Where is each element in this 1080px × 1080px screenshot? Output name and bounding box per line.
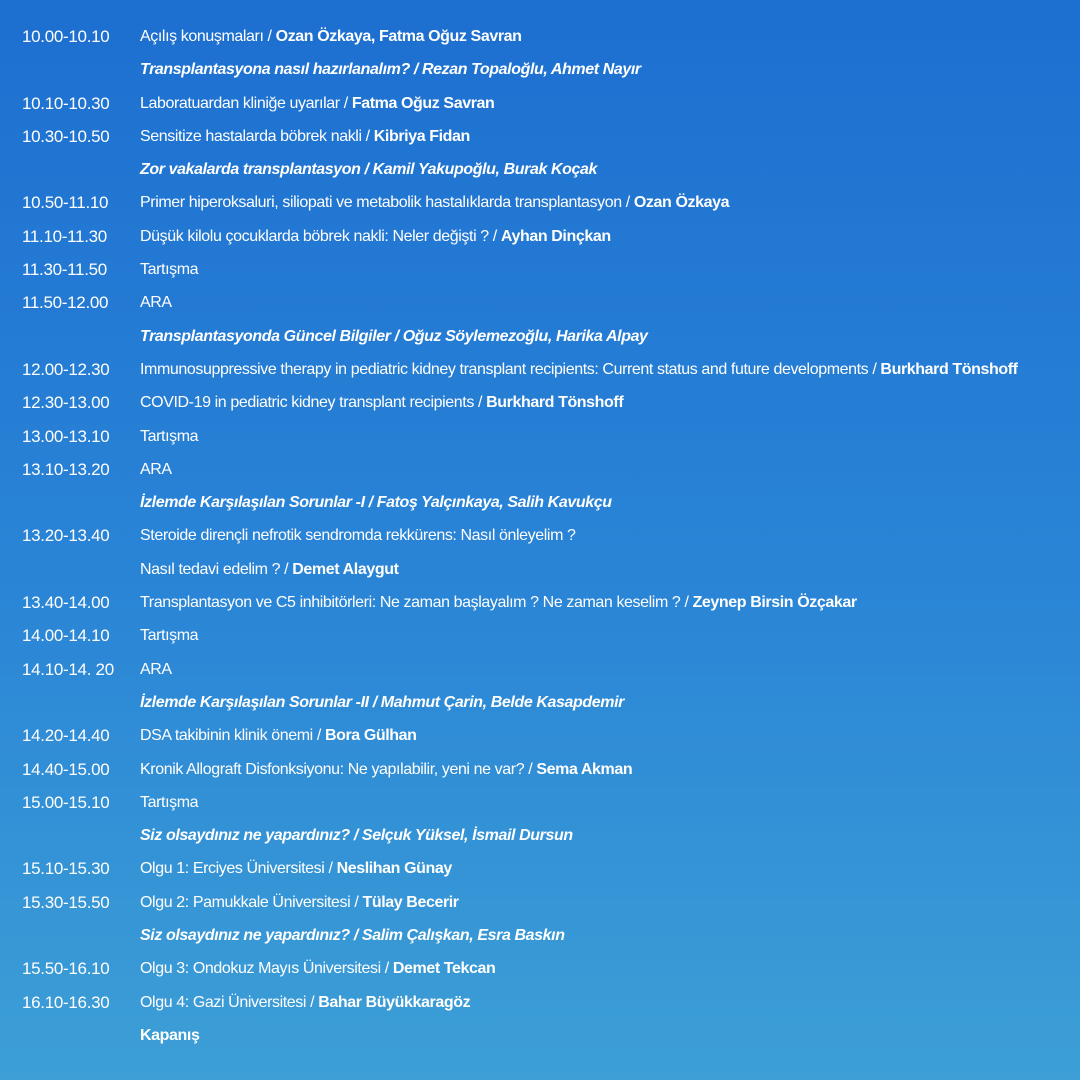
time-slot: 15.30-15.50 — [22, 892, 110, 912]
talk-description — [140, 353, 1018, 386]
program-schedule — [0, 20, 1080, 1052]
speaker-name: Neslihan Günay — [336, 860, 452, 878]
speaker-name: Zeynep Birsin Özçakar — [692, 594, 857, 612]
time-slot: 15.50-16.10 — [22, 959, 110, 979]
talk-title: Olgu 2: Pamukkale Üniversitesi / — [140, 893, 363, 911]
talk-title: Steroide dirençli nefrotik sendromda rekkürens: Nasıl önleyelim ? — [140, 527, 576, 545]
talk-title: Olgu 4: Gazi Üniversitesi / — [140, 993, 319, 1011]
speaker-name: Demet Tekcan — [392, 960, 496, 978]
talk-title: Düşük kilolu çocuklarda böbrek nakli: Neler değişti ? / — [140, 227, 501, 245]
schedule-row — [0, 786, 1080, 819]
schedule-row — [0, 852, 1080, 885]
talk-description — [140, 253, 198, 286]
talk-description — [140, 719, 417, 752]
talk-title: COVID-19 in pediatric kidney transplant recipients / — [140, 394, 487, 412]
time-slot: 11.30-11.50 — [22, 260, 107, 280]
talk-description — [140, 553, 399, 586]
talk-description — [140, 20, 522, 53]
talk-title: Tartışma — [140, 627, 199, 645]
time-slot: 13.20-13.40 — [22, 526, 110, 546]
time-slot: 10.30-10.50 — [22, 126, 110, 146]
schedule-row — [0, 87, 1080, 120]
session-title — [140, 919, 565, 952]
talk-description — [140, 753, 632, 786]
session-moderators: Siz olsaydınız ne yapardınız? / Selçuk Yüksel, İsmail Dursun — [140, 827, 573, 845]
schedule-row — [0, 886, 1080, 919]
time-slot: 16.10-16.30 — [22, 992, 110, 1012]
speaker-name: Ayhan Dinçkan — [500, 227, 611, 245]
schedule-row — [0, 453, 1080, 486]
schedule-row — [0, 553, 1080, 586]
schedule-row — [0, 653, 1080, 686]
speaker-name: Bahar Büyükkaragöz — [318, 993, 471, 1011]
time-slot: 14.10-14. 20 — [22, 659, 114, 679]
session-heading-row — [0, 686, 1080, 719]
speaker-name: Demet Alaygut — [292, 560, 399, 578]
talk-description — [140, 653, 172, 686]
time-slot: 12.00-12.30 — [22, 359, 110, 379]
talk-description — [140, 120, 470, 153]
talk-description — [140, 1019, 199, 1052]
schedule-row — [0, 753, 1080, 786]
time-slot: 15.10-15.30 — [22, 859, 110, 879]
talk-title: Olgu 3: Ondokuz Mayıs Üniversitesi / — [140, 960, 393, 978]
schedule-row — [0, 986, 1080, 1019]
session-moderators: İzlemde Karşılaşılan Sorunlar -II / Mahmut Çarin, Belde Kasapdemir — [140, 693, 624, 711]
talk-title: ARA — [140, 460, 172, 478]
speaker-name: Burkhard Tönshoff — [486, 394, 624, 412]
speaker-name: Tülay Becerir — [362, 893, 459, 911]
talk-title: Immunosuppressive therapy in pediatric kidney transplant recipients: Current status and future developments / — [140, 360, 881, 378]
time-slot: 14.00-14.10 — [22, 626, 110, 646]
time-slot: 13.10-13.20 — [22, 459, 110, 479]
schedule-row — [0, 952, 1080, 985]
talk-description — [140, 453, 172, 486]
session-title — [140, 320, 648, 353]
session-heading-row — [0, 320, 1080, 353]
schedule-row — [0, 619, 1080, 652]
session-moderators: Siz olsaydınız ne yapardınız? / Salim Çalışkan, Esra Baskın — [140, 927, 565, 945]
talk-description — [140, 519, 576, 552]
talk-title: Nasıl tedavi edelim ? / — [140, 560, 293, 578]
speaker-name: Ozan Özkaya, Fatma Oğuz Savran — [275, 28, 522, 45]
talk-description — [140, 87, 494, 120]
session-title — [140, 486, 612, 519]
speaker-name: Kibriya Fidan — [373, 127, 470, 145]
talk-description — [140, 220, 611, 253]
talk-title: Tartışma — [140, 427, 199, 445]
time-slot: 15.00-15.10 — [22, 792, 110, 812]
schedule-row — [0, 253, 1080, 286]
schedule-row — [0, 120, 1080, 153]
time-slot: 11.50-12.00 — [22, 293, 109, 313]
talk-description — [140, 420, 198, 453]
speaker-name: Kapanış — [140, 1026, 200, 1044]
session-title — [140, 153, 597, 186]
talk-description — [140, 586, 857, 619]
schedule-row — [0, 20, 1080, 53]
session-title — [140, 686, 624, 719]
speaker-name: Sema Akman — [536, 760, 633, 778]
session-heading-row — [0, 919, 1080, 952]
schedule-row — [0, 719, 1080, 752]
schedule-row — [0, 386, 1080, 419]
time-slot: 13.00-13.10 — [22, 426, 110, 446]
session-title — [140, 53, 641, 86]
time-slot: 11.10-11.30 — [22, 226, 107, 246]
talk-description — [140, 386, 623, 419]
session-moderators: İzlemde Karşılaşılan Sorunlar -I / Fatoş Yalçınkaya, Salih Kavukçu — [140, 494, 612, 512]
talk-title: ARA — [140, 294, 172, 312]
talk-description — [140, 619, 198, 652]
session-moderators: Transplantasyona nasıl hazırlanalım? / Rezan Topaloğlu, Ahmet Nayır — [140, 61, 641, 79]
session-heading-row — [0, 53, 1080, 86]
schedule-row — [0, 286, 1080, 319]
talk-description — [140, 286, 172, 319]
time-slot: 12.30-13.00 — [22, 393, 110, 413]
talk-description — [140, 852, 452, 885]
talk-title: Primer hiperoksaluri, siliopati ve metabolik hastalıklarda transplantasyon / — [140, 194, 634, 212]
session-moderators: Zor vakalarda transplantasyon / Kamil Yakupoğlu, Burak Koçak — [140, 161, 598, 179]
time-slot: 10.00-10.10 — [22, 27, 110, 46]
talk-title: DSA takibinin klinik önemi / — [140, 727, 325, 745]
session-heading-row — [0, 819, 1080, 852]
talk-title: Açılış konuşmaları / — [140, 28, 276, 45]
speaker-name: Burkhard Tönshoff — [880, 360, 1018, 378]
speaker-name: Ozan Özkaya — [633, 194, 730, 212]
talk-title: Transplantasyon ve C5 inhibitörleri: Ne zaman başlayalım ? Ne zaman keselim ? / — [140, 594, 693, 612]
schedule-row — [0, 420, 1080, 453]
time-slot: 14.20-14.40 — [22, 726, 110, 746]
schedule-row — [0, 353, 1080, 386]
session-title — [140, 819, 573, 852]
time-slot: 10.50-11.10 — [22, 193, 109, 213]
schedule-row — [0, 1019, 1080, 1052]
talk-title: Laboratuardan kliniğe uyarılar / — [140, 94, 352, 112]
talk-title: Tartışma — [140, 261, 199, 279]
talk-description — [140, 952, 495, 985]
time-slot: 14.40-15.00 — [22, 759, 110, 779]
schedule-row — [0, 586, 1080, 619]
talk-description — [140, 886, 459, 919]
talk-description — [140, 186, 729, 219]
session-heading-row — [0, 486, 1080, 519]
talk-title: Olgu 1: Erciyes Üniversitesi / — [140, 860, 337, 878]
talk-description — [140, 986, 470, 1019]
schedule-row — [0, 186, 1080, 219]
session-moderators: Transplantasyonda Güncel Bilgiler / Oğuz Söylemezoğlu, Harika Alpay — [140, 327, 648, 345]
talk-title: Sensitize hastalarda böbrek nakli / — [140, 127, 374, 145]
talk-title: Tartışma — [140, 793, 199, 811]
talk-title: Kronik Allograft Disfonksiyonu: Ne yapılabilir, yeni ne var? / — [140, 760, 537, 778]
time-slot: 13.40-14.00 — [22, 593, 110, 613]
schedule-row — [0, 220, 1080, 253]
speaker-name: Fatma Oğuz Savran — [351, 94, 495, 112]
speaker-name: Bora Gülhan — [324, 727, 417, 745]
talk-description — [140, 786, 198, 819]
talk-title: ARA — [140, 660, 172, 678]
session-heading-row — [0, 153, 1080, 186]
time-slot: 10.10-10.30 — [22, 93, 110, 113]
schedule-row — [0, 519, 1080, 552]
